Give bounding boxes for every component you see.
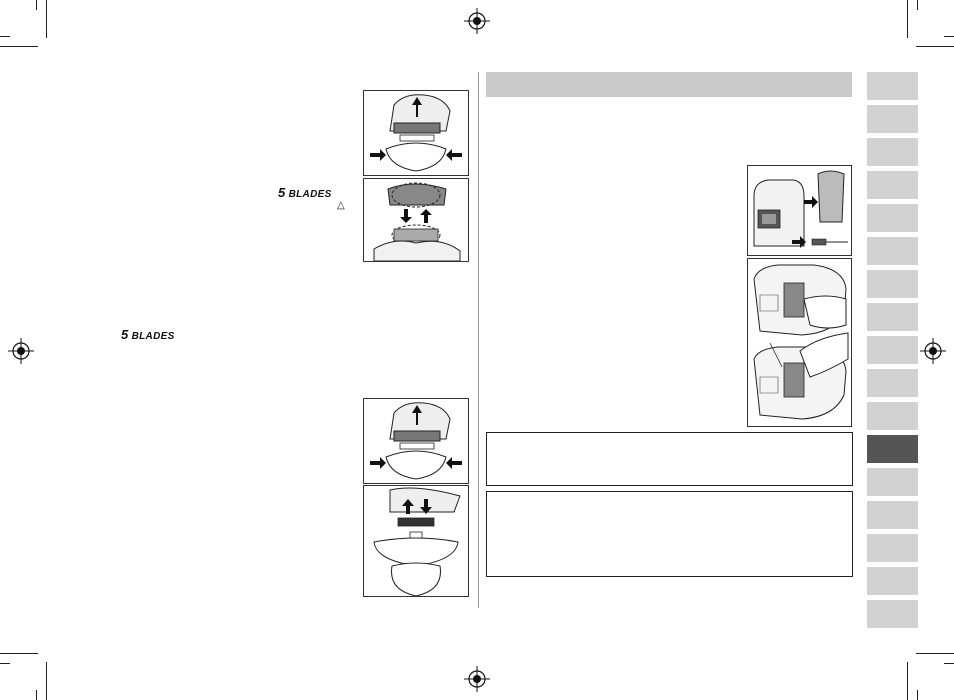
crop-mark-icon [917, 0, 918, 10]
crop-mark-icon [917, 690, 918, 700]
column-divider [478, 72, 479, 608]
note-box-warning [486, 491, 853, 577]
language-tab[interactable] [867, 171, 918, 199]
language-tab[interactable] [867, 270, 918, 298]
language-tab[interactable] [867, 138, 918, 166]
figure-remove-blade-2 [363, 398, 469, 484]
figure-charger-stand [747, 165, 852, 256]
arrow-down-icon [400, 209, 412, 223]
crop-mark-icon [36, 0, 37, 10]
language-tab-active[interactable] [867, 435, 918, 463]
language-tab[interactable] [867, 567, 918, 595]
arrow-up-icon [420, 209, 432, 223]
crop-mark-icon [0, 36, 10, 37]
arrow-left-icon [446, 149, 462, 161]
crop-mark-icon [944, 663, 954, 664]
language-tab[interactable] [867, 501, 918, 529]
note-box-caution [486, 432, 853, 486]
blades-logo-bottom: 5 BLADES [121, 327, 175, 342]
language-tab[interactable] [867, 237, 918, 265]
language-tab[interactable] [867, 336, 918, 364]
arrow-right-icon [370, 457, 386, 469]
blades-logo-top: 5 BLADES [278, 185, 332, 200]
section-header-bar [486, 72, 852, 97]
language-tab[interactable] [867, 534, 918, 562]
language-tab[interactable] [867, 600, 918, 628]
figure-attach-blade-2 [363, 485, 469, 597]
figure-attach-blade-1 [363, 178, 469, 262]
language-tab[interactable] [867, 72, 918, 100]
crop-mark-icon [46, 0, 47, 38]
crop-mark-icon [916, 46, 954, 47]
figure-cleaning-cartridge [747, 258, 852, 427]
registration-mark-icon [920, 338, 946, 364]
arrow-right-icon [370, 149, 386, 161]
arrow-left-icon [446, 457, 462, 469]
crop-mark-icon [0, 46, 38, 47]
crop-mark-icon [0, 653, 38, 654]
crop-mark-icon [46, 662, 47, 700]
crop-mark-icon [944, 36, 954, 37]
crop-mark-icon [916, 653, 954, 654]
figure-remove-blade-1 [363, 90, 469, 176]
language-tab[interactable] [867, 303, 918, 331]
crop-mark-icon [0, 663, 10, 664]
registration-mark-icon [8, 338, 34, 364]
crop-mark-icon [36, 690, 37, 700]
language-tab[interactable] [867, 369, 918, 397]
crop-mark-icon [907, 0, 908, 38]
registration-mark-icon [464, 666, 490, 692]
registration-mark-icon [464, 8, 490, 34]
language-tab[interactable] [867, 402, 918, 430]
crop-mark-icon [907, 662, 908, 700]
language-tab[interactable] [867, 105, 918, 133]
language-tab[interactable] [867, 204, 918, 232]
arrow-right-icon [804, 196, 818, 208]
language-tab[interactable] [867, 468, 918, 496]
triangle-mark: △ [337, 200, 345, 211]
